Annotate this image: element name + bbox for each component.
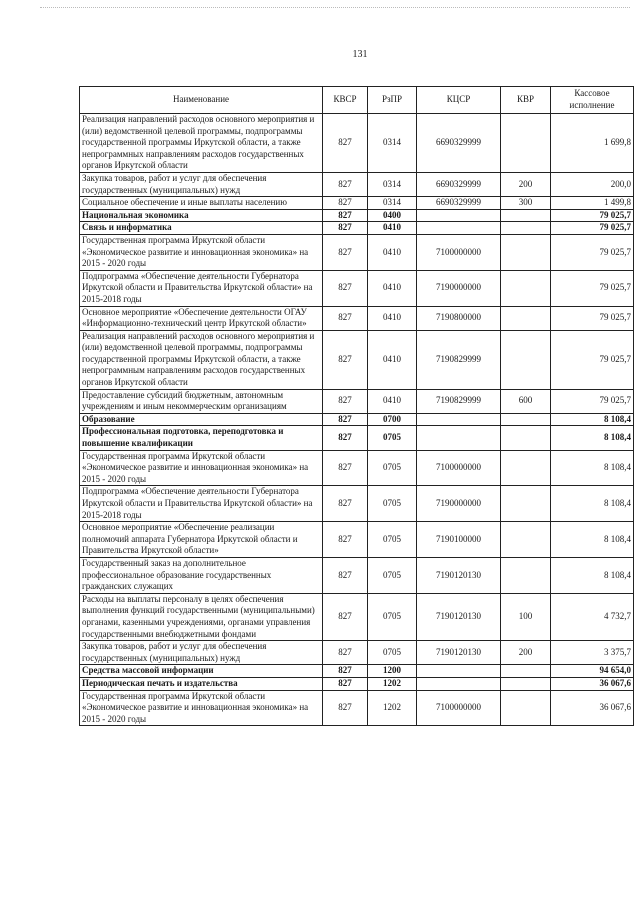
cell-kvr (501, 222, 551, 235)
table-row (80, 677, 634, 690)
cell-rzpr: 0314 (368, 114, 417, 173)
header-name: Наименование (80, 87, 323, 114)
table-row (80, 330, 634, 389)
cell-kvsr: 827 (323, 234, 368, 270)
cell-amount: 8 108,4 (551, 413, 634, 426)
cell-kvr (501, 114, 551, 173)
cell-kvsr: 827 (323, 690, 368, 726)
cell-rzpr: 1202 (368, 677, 417, 690)
cell-name: Реализация направлений расходов основного мероприятия и (или) ведомственной целевой программы, подпрограммы государственной программы Иркутской области, а также непрограммных направлениям расходов государственных органов Иркутской области (80, 114, 323, 173)
cell-amount: 1 699,8 (551, 114, 634, 173)
cell-kcsr: 6690329999 (417, 172, 501, 196)
cell-name: Средства массовой информации (80, 665, 323, 678)
cell-rzpr: 0705 (368, 450, 417, 486)
table-row (80, 450, 634, 486)
table-row (80, 522, 634, 558)
cell-kvr: 100 (501, 593, 551, 640)
cell-kvsr: 827 (323, 413, 368, 426)
cell-amount: 79 025,7 (551, 330, 634, 389)
header-amount: Кассовое исполнение (551, 87, 634, 114)
cell-amount: 79 025,7 (551, 306, 634, 330)
cell-kvr: 300 (501, 197, 551, 210)
cell-amount: 79 025,7 (551, 222, 634, 235)
table-row (80, 593, 634, 640)
cell-amount: 94 654,0 (551, 665, 634, 678)
cell-amount: 36 067,6 (551, 690, 634, 726)
cell-rzpr: 0314 (368, 197, 417, 210)
cell-kvr (501, 306, 551, 330)
cell-amount: 79 025,7 (551, 389, 634, 413)
cell-kvsr: 827 (323, 450, 368, 486)
table-row (80, 665, 634, 678)
cell-rzpr: 0705 (368, 426, 417, 450)
header-rzpr: РзПР (368, 87, 417, 114)
cell-rzpr: 0705 (368, 486, 417, 522)
cell-kcsr: 7190120130 (417, 593, 501, 640)
cell-amount: 200,0 (551, 172, 634, 196)
cell-kcsr: 7190829999 (417, 389, 501, 413)
table-row (80, 197, 634, 210)
cell-kvsr: 827 (323, 557, 368, 593)
cell-amount: 3 375,7 (551, 641, 634, 665)
header-kvr: КВР (501, 87, 551, 114)
table-row (80, 172, 634, 196)
cell-kvsr: 827 (323, 426, 368, 450)
cell-kvr: 200 (501, 172, 551, 196)
cell-name: Государственная программа Иркутской области «Экономическое развитие и инновационная экономика» на 2015 - 2020 годы (80, 450, 323, 486)
cell-name: Государственная программа Иркутской области «Экономическое развитие и инновационная экономика» на 2015 - 2020 годы (80, 234, 323, 270)
cell-kcsr (417, 209, 501, 222)
cell-name: Расходы на выплаты персоналу в целях обеспечения выполнения функций государственными (муниципальными) органами, казенными учреждениями, органами управления государственными внебюджетными фондами (80, 593, 323, 640)
cell-rzpr: 0705 (368, 557, 417, 593)
cell-name: Образование (80, 413, 323, 426)
cell-name: Реализация направлений расходов основного мероприятия и (или) ведомственной целевой программы, подпрограммы государственной программы Иркутской области, а также непрограммным направлениям расходов государственных органов Иркутской области (80, 330, 323, 389)
cell-rzpr: 0705 (368, 593, 417, 640)
cell-kcsr (417, 677, 501, 690)
cell-kvsr: 827 (323, 593, 368, 640)
cell-kcsr (417, 426, 501, 450)
cell-name: Периодическая печать и издательства (80, 677, 323, 690)
table-row (80, 270, 634, 306)
cell-rzpr: 0410 (368, 234, 417, 270)
cell-kvsr: 827 (323, 172, 368, 196)
table-row (80, 641, 634, 665)
cell-kcsr: 7100000000 (417, 690, 501, 726)
cell-kvsr: 827 (323, 389, 368, 413)
cell-kvr (501, 450, 551, 486)
cell-name: Закупка товаров, работ и услуг для обеспечения государственных (муниципальных) нужд (80, 641, 323, 665)
table-row (80, 222, 634, 235)
cell-kvsr: 827 (323, 197, 368, 210)
cell-amount: 79 025,7 (551, 209, 634, 222)
table-header-row (80, 87, 634, 114)
cell-amount: 36 067,6 (551, 677, 634, 690)
cell-kcsr: 7190100000 (417, 522, 501, 558)
cell-kvsr: 827 (323, 330, 368, 389)
header-kcsr: КЦСР (417, 87, 501, 114)
cell-name: Закупка товаров, работ и услуг для обеспечения государственных (муниципальных) нужд (80, 172, 323, 196)
cell-amount: 8 108,4 (551, 486, 634, 522)
cell-kvsr: 827 (323, 641, 368, 665)
cell-kvsr: 827 (323, 665, 368, 678)
cell-amount: 4 732,7 (551, 593, 634, 640)
cell-rzpr: 0314 (368, 172, 417, 196)
cell-name: Национальная экономика (80, 209, 323, 222)
cell-name: Подпрограмма «Обеспечение деятельности Губернатора Иркутской области и Правительства Иркутской области» на 2015-2018 годы (80, 270, 323, 306)
cell-kcsr (417, 222, 501, 235)
cell-kcsr: 7190120130 (417, 557, 501, 593)
cell-kvsr: 827 (323, 114, 368, 173)
table-row (80, 234, 634, 270)
cell-rzpr: 0410 (368, 330, 417, 389)
cell-kcsr: 7190120130 (417, 641, 501, 665)
cell-kvr: 600 (501, 389, 551, 413)
cell-amount: 8 108,4 (551, 450, 634, 486)
cell-rzpr: 0705 (368, 641, 417, 665)
cell-name: Подпрограмма «Обеспечение деятельности Губернатора Иркутской области и Правительства Иркутской области» на 2015-2018 годы (80, 486, 323, 522)
table-row (80, 389, 634, 413)
cell-amount: 8 108,4 (551, 426, 634, 450)
cell-name: Государственный заказ на дополнительное профессиональное образование государственных гражданских служащих (80, 557, 323, 593)
cell-kvsr: 827 (323, 222, 368, 235)
table-row (80, 557, 634, 593)
cell-name: Связь и информатика (80, 222, 323, 235)
cell-rzpr: 1200 (368, 665, 417, 678)
cell-kvsr: 827 (323, 486, 368, 522)
cell-name: Основное мероприятие «Обеспечение деятельности ОГАУ «Информационно-технический центр Иркутской области» (80, 306, 323, 330)
table-row (80, 114, 634, 173)
cell-name: Профессиональная подготовка, переподготовка и повышение квалификации (80, 426, 323, 450)
cell-kvr (501, 557, 551, 593)
table-row (80, 413, 634, 426)
cell-name: Государственная программа Иркутской области «Экономическое развитие и инновационная экономика» на 2015 - 2020 годы (80, 690, 323, 726)
cell-rzpr: 0410 (368, 389, 417, 413)
cell-name: Социальное обеспечение и иные выплаты населению (80, 197, 323, 210)
cell-kvr (501, 270, 551, 306)
cell-kvr: 200 (501, 641, 551, 665)
table-row (80, 690, 634, 726)
cell-kcsr: 6690329999 (417, 197, 501, 210)
cell-kvr (501, 486, 551, 522)
table-row (80, 486, 634, 522)
cell-kvr (501, 522, 551, 558)
cell-amount: 79 025,7 (551, 270, 634, 306)
cell-kvr (501, 330, 551, 389)
cell-kcsr: 7190000000 (417, 270, 501, 306)
cell-kvsr: 827 (323, 209, 368, 222)
table-row (80, 426, 634, 450)
scan-top-edge (40, 7, 630, 8)
cell-kvsr: 827 (323, 270, 368, 306)
cell-kvr (501, 209, 551, 222)
cell-amount: 8 108,4 (551, 557, 634, 593)
cell-kcsr: 6690329999 (417, 114, 501, 173)
cell-rzpr: 0410 (368, 222, 417, 235)
cell-amount: 1 499,8 (551, 197, 634, 210)
cell-rzpr: 1202 (368, 690, 417, 726)
cell-kvr (501, 234, 551, 270)
table-row (80, 306, 634, 330)
cell-kvr (501, 426, 551, 450)
cell-kvsr: 827 (323, 306, 368, 330)
cell-rzpr: 0705 (368, 522, 417, 558)
table-body (80, 114, 634, 726)
cell-name: Предоставление субсидий бюджетным, автономным учреждениям и иным некоммерческим организациям (80, 389, 323, 413)
table-row (80, 209, 634, 222)
cell-rzpr: 0400 (368, 209, 417, 222)
cell-kvr (501, 677, 551, 690)
cell-kcsr (417, 665, 501, 678)
cell-rzpr: 0410 (368, 270, 417, 306)
cell-kcsr (417, 413, 501, 426)
cell-kcsr: 7190000000 (417, 486, 501, 522)
cell-kcsr: 7190829999 (417, 330, 501, 389)
cell-kvr (501, 665, 551, 678)
cell-kvr (501, 413, 551, 426)
cell-kcsr: 7190800000 (417, 306, 501, 330)
cell-kvsr: 827 (323, 522, 368, 558)
cell-kcsr: 7100000000 (417, 450, 501, 486)
cell-rzpr: 0700 (368, 413, 417, 426)
budget-table (79, 86, 634, 726)
page-number: 131 (352, 49, 368, 60)
cell-rzpr: 0410 (368, 306, 417, 330)
cell-kcsr: 7100000000 (417, 234, 501, 270)
header-kvsr: КВСР (323, 87, 368, 114)
cell-amount: 8 108,4 (551, 522, 634, 558)
cell-name: Основное мероприятие «Обеспечение реализации полномочий аппарата Губернатора Иркутской области и Правительства Иркутской области» (80, 522, 323, 558)
cell-kvr (501, 690, 551, 726)
cell-amount: 79 025,7 (551, 234, 634, 270)
cell-kvsr: 827 (323, 677, 368, 690)
